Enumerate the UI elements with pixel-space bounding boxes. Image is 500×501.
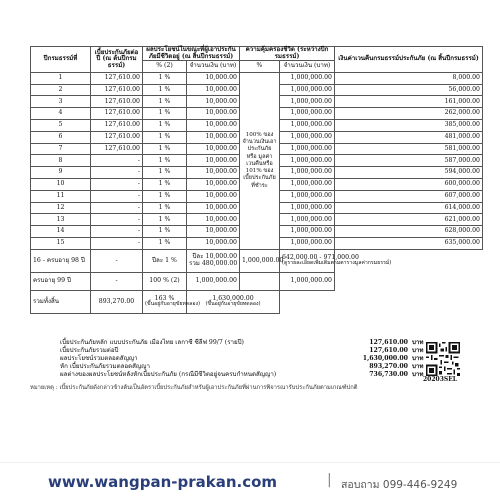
row-premium: -: [91, 214, 143, 226]
row-year: 15: [31, 237, 91, 249]
row-premium: -: [91, 202, 143, 214]
row-premium: 127,610.00: [91, 119, 143, 131]
row-cover: 1,000,000.00: [280, 108, 335, 120]
row-year: 3: [31, 96, 91, 108]
row-surrender: 628,000.00: [335, 226, 483, 238]
row-surrender: 481,000.00: [335, 131, 483, 143]
row-surrender: 8,000.00: [335, 72, 483, 84]
row-cover: 1,000,000.00: [280, 214, 335, 226]
summary-value: 893,270.00: [369, 363, 408, 370]
row-year: 6: [31, 131, 91, 143]
header-life-coverage: ความคุ้มครองชีวิต (ระหว่างปีกรมธรรม์): [240, 47, 335, 61]
row-benefit: 10,000.00: [187, 214, 240, 226]
summary-value: 736,730.00: [369, 371, 408, 378]
summary-line: [60, 355, 440, 363]
footer-bar: [0, 462, 500, 501]
row-percent: 1 %: [143, 96, 187, 108]
row-cover: 1,000,000.00: [280, 178, 335, 190]
row16-premium: -: [91, 249, 143, 272]
row-benefit: 10,000.00: [187, 119, 240, 131]
total-label: รวมทั้งสิ้น: [31, 290, 91, 313]
row16-surrender: [280, 249, 392, 272]
row-year: 8: [31, 155, 91, 167]
row-premium: 127,610.00: [91, 72, 143, 84]
subheader-percent-2: %: [240, 61, 280, 73]
row-cover: 1,000,000.00: [280, 155, 335, 167]
row-cover: 1,000,000.00: [280, 96, 335, 108]
row-cover: 1,000,000.00: [280, 226, 335, 238]
row-premium: 127,610.00: [91, 108, 143, 120]
row-benefit: 10,000.00: [187, 190, 240, 202]
header-surrender-value: เงินค่าเวนคืนกรมธรรม์ประกันภัย (ณ สิ้นปีกรมธรรม์): [335, 47, 483, 73]
row-cover: 1,000,000.00: [280, 72, 335, 84]
row-surrender: 587,000.00: [335, 155, 483, 167]
summary-unit: บาท: [412, 363, 424, 370]
row-premium: -: [91, 155, 143, 167]
row-surrender: 594,000.00: [335, 167, 483, 179]
row-percent: 1 %: [143, 237, 187, 249]
row99-surrender: 1,000,000.00: [280, 272, 335, 290]
row-percent: 1 %: [143, 190, 187, 202]
qr-code-icon: [426, 342, 460, 376]
row-year: 10: [31, 178, 91, 190]
row99-percent: 100 % (2): [143, 272, 187, 290]
subheader-percent: % (2): [143, 61, 187, 73]
total-amount-note: (ขึ้นอยู่กับอายุขัยทดลอง): [205, 301, 261, 308]
row-percent: 1 %: [143, 119, 187, 131]
row-benefit: 10,000.00: [187, 202, 240, 214]
total-empty: [280, 290, 335, 313]
qr-code-label: 20203SEL: [423, 376, 457, 383]
header-living-benefit: ผลประโยชน์ในขณะที่ผู้เอาประกันภัยมีชีวิตอยู่ (ณ สิ้นปีกรมธรรม์): [143, 47, 240, 61]
row-premium: 127,610.00: [91, 84, 143, 96]
summary-label: ผลต่างของผลประโยชน์หลังหักเบี้ยประกันภัย (กรณีมีชีวิตอยู่จนครบกำหนดสัญญา): [60, 371, 277, 378]
summary-label: เบี้ยประกันภัยหลัก แบบประกันภัย เมืองไทย เลกาซี ซีลีฟ 99/7 (รายปี): [60, 339, 244, 346]
row99-benefit: 1,000,000.00: [187, 272, 240, 290]
row16-percent: ปีละ 1 %: [143, 249, 187, 272]
row-benefit: 10,000.00: [187, 72, 240, 84]
row-cover: 1,000,000.00: [280, 167, 335, 179]
total-amount-value: 1,630,000.00: [212, 294, 254, 302]
row16-benefit-total: รวม 480,000.00: [189, 259, 238, 267]
row-surrender: 161,000.00: [335, 96, 483, 108]
header-premium: เบี้ยประกันภัยต่อปี (ณ ต้นปีกรมธรรม์): [91, 47, 143, 73]
row-premium: -: [91, 167, 143, 179]
summary-value: 127,610.00: [369, 347, 408, 354]
total-percent-note: (ขึ้นอยู่กับอายุขัยทดลอง): [145, 301, 200, 308]
row-percent: 1 %: [143, 108, 187, 120]
row-surrender: 614,000.00: [335, 202, 483, 214]
summary-label: ผลประโยชน์รวมตลอดสัญญา: [60, 355, 138, 362]
contact-phone[interactable]: สอบถาม 099-446-9249: [341, 479, 458, 491]
row16-cover: 1,000,000.00: [240, 249, 280, 272]
row16-year: 16 - ครบอายุ 98 ปี: [31, 249, 91, 272]
row-percent: 1 %: [143, 178, 187, 190]
table-row: [31, 72, 483, 84]
row-benefit: 10,000.00: [187, 155, 240, 167]
row-year: 4: [31, 108, 91, 120]
row-premium: 127,610.00: [91, 143, 143, 155]
row16-benefit: [187, 249, 240, 272]
footnote: หมายเหตุ : เบี้ยประกันภัยดังกล่าวข้างต้นเป็นอัตราเบี้ยประกันภัยสำหรับผู้เอาประกันภัยที่ผ่านการพิจารณารับประกันภัยตามเกณฑ์ปกติ: [30, 385, 358, 391]
row-surrender: 262,000.00: [335, 108, 483, 120]
header-policy-year: ปีกรมธรรม์ที่: [31, 47, 91, 73]
summary-line: [60, 371, 440, 379]
row-year: 13: [31, 214, 91, 226]
row-percent: 1 %: [143, 202, 187, 214]
row-year: 14: [31, 226, 91, 238]
row-benefit: 10,000.00: [187, 131, 240, 143]
total-amount: [187, 290, 280, 313]
row-percent: 1 %: [143, 155, 187, 167]
subheader-amount: จำนวนเงิน (บาท): [187, 61, 240, 73]
row-cover: 1,000,000.00: [280, 119, 335, 131]
summary-unit: บาท: [412, 347, 424, 354]
row-percent: 1 %: [143, 143, 187, 155]
summary-unit: บาท: [412, 355, 424, 362]
coverage-note: 100% ของจำนวนเงินเอาประกันภัย หรือ มูลค่าเวนคืนหรือ 101% ของเบี้ยประกันภัยที่ชำระ: [240, 72, 280, 249]
row-premium: 127,610.00: [91, 96, 143, 108]
row99-premium: -: [91, 272, 143, 290]
footer-separator: |: [327, 472, 332, 488]
row-premium: -: [91, 226, 143, 238]
row16-surrender-note: (ดูรายละเอียดเพิ่มเติมตามตารางมูลค่ากรมธรรม์): [282, 260, 392, 267]
row-year: 5: [31, 119, 91, 131]
row-premium: 127,610.00: [91, 131, 143, 143]
row-percent: 1 %: [143, 214, 187, 226]
summary-unit: บาท: [412, 371, 424, 378]
summary-line: [60, 339, 440, 347]
row-benefit: 10,000.00: [187, 84, 240, 96]
row-benefit: 10,000.00: [187, 108, 240, 120]
total-percent: [143, 290, 200, 313]
row-premium: -: [91, 178, 143, 190]
summary-value: 127,610.00: [369, 339, 408, 346]
total-percent-value: 163 %: [154, 294, 175, 302]
row-premium: -: [91, 190, 143, 202]
row-percent: 1 %: [143, 167, 187, 179]
summary-line: [60, 347, 440, 355]
row-cover: 1,000,000.00: [280, 190, 335, 202]
row-year: 2: [31, 84, 91, 96]
row-surrender: 600,000.00: [335, 178, 483, 190]
row-year: 12: [31, 202, 91, 214]
summary-label: หัก เบี้ยประกันภัยรวมตลอดสัญญา: [60, 363, 150, 370]
row99-year: ครบอายุ 99 ปี: [31, 272, 91, 290]
row-percent: 1 %: [143, 72, 187, 84]
total-premium: 893,270.00: [91, 290, 143, 313]
row-year: 9: [31, 167, 91, 179]
row-surrender: 621,000.00: [335, 214, 483, 226]
row-benefit: 10,000.00: [187, 143, 240, 155]
row-benefit: 10,000.00: [187, 167, 240, 179]
row-surrender: 581,000.00: [335, 143, 483, 155]
premium-summary: [60, 339, 440, 379]
summary-value: 1,630,000.00: [362, 355, 408, 362]
row-percent: 1 %: [143, 226, 187, 238]
row-surrender: 385,000.00: [335, 119, 483, 131]
row-benefit: 10,000.00: [187, 178, 240, 190]
row16-surrender-range: 642,000.00 - 971,000.00: [282, 253, 359, 261]
row-surrender: 56,000.00: [335, 84, 483, 96]
row-surrender: 635,000.00: [335, 237, 483, 249]
row-percent: 1 %: [143, 131, 187, 143]
row99-cover: [240, 272, 280, 290]
row-year: 7: [31, 143, 91, 155]
subheader-amount-2: จำนวนเงิน (บาท): [280, 61, 335, 73]
benefit-table: [30, 46, 483, 314]
row-cover: 1,000,000.00: [280, 84, 335, 96]
table-body: [31, 72, 483, 249]
row-premium: -: [91, 237, 143, 249]
row-cover: 1,000,000.00: [280, 202, 335, 214]
row-year: 1: [31, 72, 91, 84]
summary-unit: บาท: [412, 339, 424, 346]
row-benefit: 10,000.00: [187, 226, 240, 238]
summary-label: เบี้ยประกันภัยรวมต่อปี: [60, 347, 119, 354]
row16-benefit-amount: ปีละ 10,000.00: [192, 253, 237, 261]
website-link[interactable]: www.wangpan-prakan.com: [48, 473, 278, 491]
row-benefit: 10,000.00: [187, 237, 240, 249]
row-cover: 1,000,000.00: [280, 237, 335, 249]
row-cover: 1,000,000.00: [280, 131, 335, 143]
row-year: 11: [31, 190, 91, 202]
summary-line: [60, 363, 440, 371]
row-percent: 1 %: [143, 84, 187, 96]
row-cover: 1,000,000.00: [280, 143, 335, 155]
row-benefit: 10,000.00: [187, 96, 240, 108]
row-surrender: 607,000.00: [335, 190, 483, 202]
